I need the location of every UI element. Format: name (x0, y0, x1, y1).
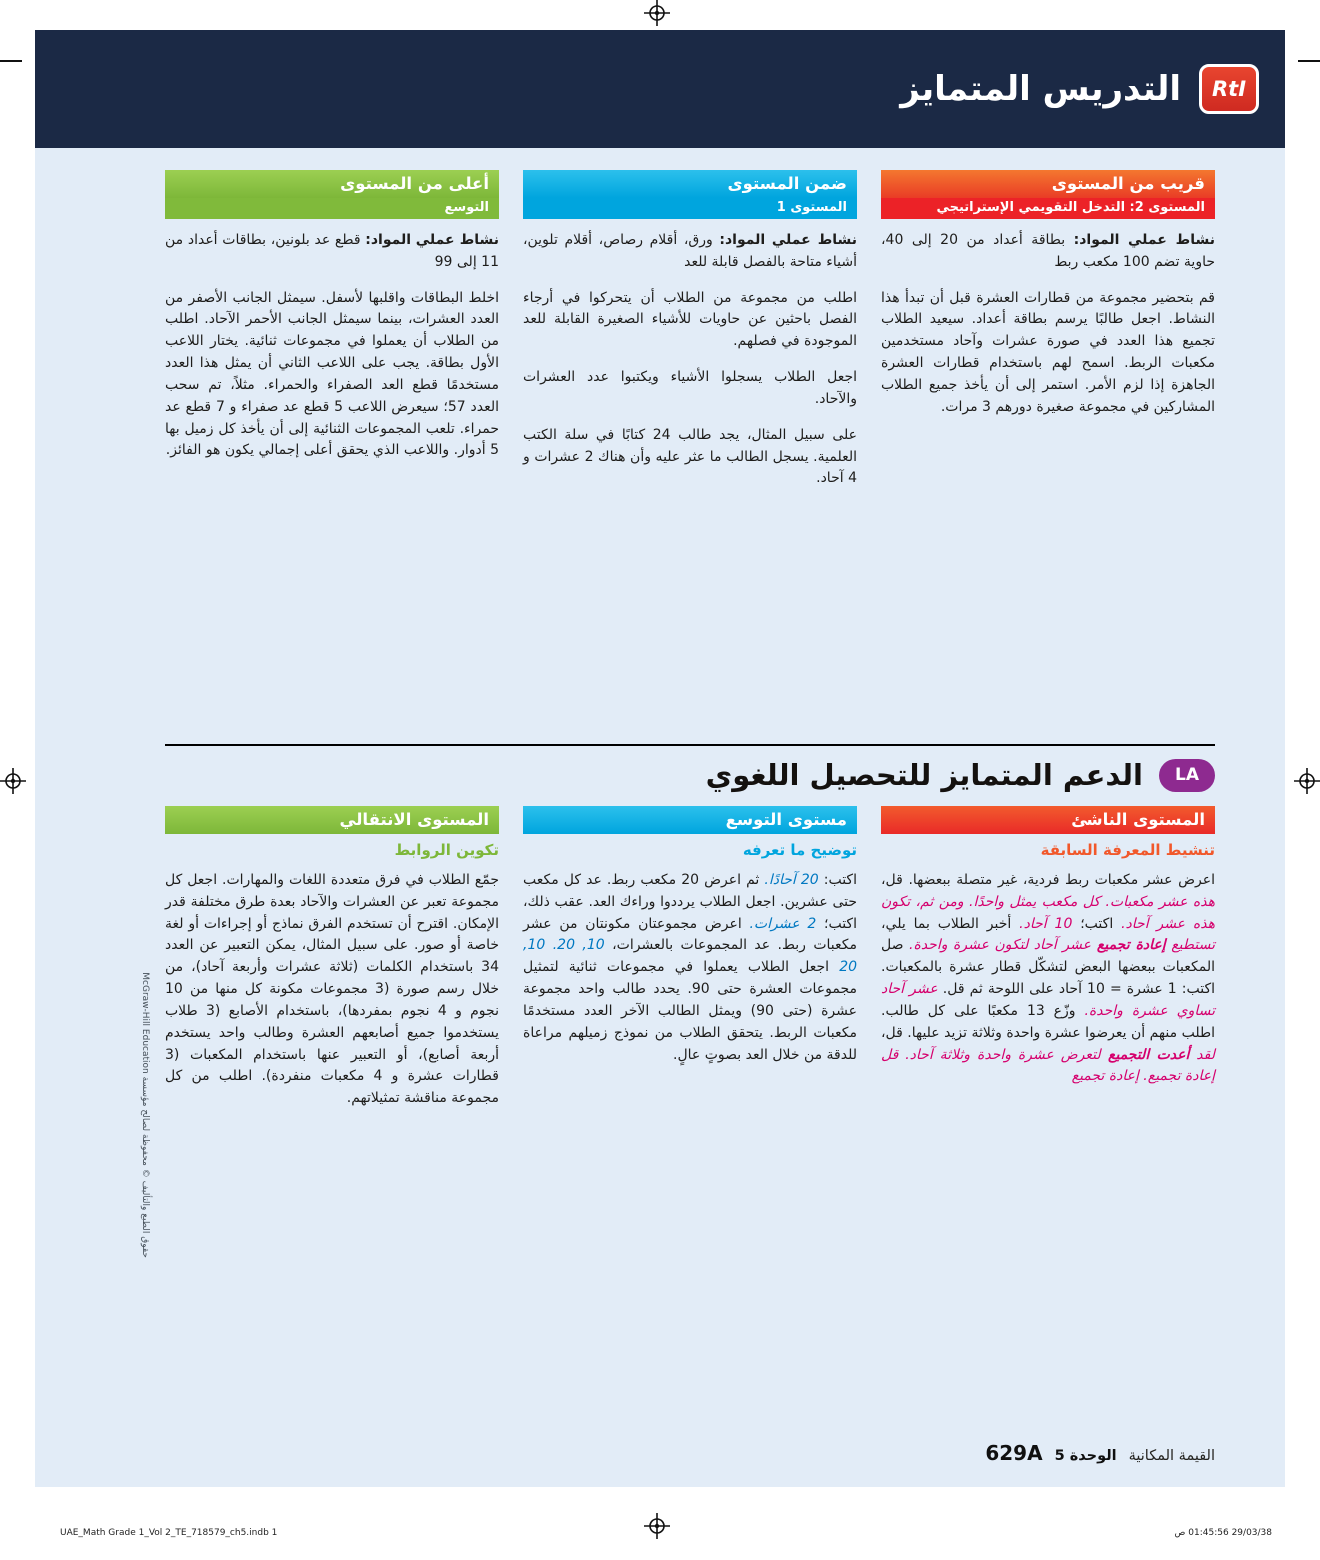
activity-paragraph: اخلط البطاقات واقلبها لأسفل. سيمثل الجانب الأصفر من العدد العشرات، بينما سيمثل الجانب الأحمر الآحاد. اطلب من الطلاب أن يعملوا في مجموعات ثنائية. يختار اللاعب الأول بطاقة. يجب على اللاعب الثاني أن يمثل هذا العدد مستخدمًا قطع العد الصفراء والحمراء. مثلاً، تم سحب العدد 57؛ سيعرض اللاعب 5 قطع عد صفراء و 7 قطع عد حمراء. تلعب المجموعات الثنائية إلى أن يأخذ كل زميل بها 5 أدوار. واللاعب الذي يحقق أعلى إجمالي يكون هو الفائز. (165, 289, 499, 459)
crop-tick (0, 60, 22, 62)
print-timestamp: 29/03/38 01:45:56 ص (1174, 1528, 1272, 1538)
expanding-level-text: اكتب: 20 آحادًا. ثم اعرض 20 مكعب ربط. عد كل مكعب حتى عشرين. اجعل الطلاب يرددوا وراءك العد. عقب ذلك، اكتب؛ 2 عشرات. اعرض مجموعتان مكونتان من عشر مكعبات ربط. عد المجموعات بالعشرات، 10, 20. 10, 20 اجعل الطلاب يعملوا في مجموعات ثنائية لتمثيل مجموعات العشرة حتى 90. يحدد طالب واحد مجموعة عشرة (حتى 90) ويمثل الطالب الآخر العدد مستخدمًا مكعبات الربط. يتحقق الطلاب من نموذج زميلهم مراعاة للدقة من خلال العد بصوتٍ عالٍ. (523, 872, 858, 1063)
on-level-subheader: المستوى 1 (523, 198, 857, 219)
activity-paragraph: على سبيل المثال، يجد طالب 24 كتابًا في سلة الكتب العلمية. يسجل الطالب ما عثر عليه وأن هناك 2 عشرات و 4 آحاد. (523, 426, 857, 487)
ell-section-header (165, 758, 1215, 792)
registration-mark-icon (644, 0, 670, 26)
materials-label: المواد: (719, 232, 766, 248)
on-level-column (523, 170, 857, 728)
copyright-sidebar: حقوق الطبع والتأليف © محفوظة لصالح مؤسسة McGraw-Hill Education (140, 972, 150, 1258)
approaching-level-subheader: المستوى 2: التدخل التقويمي الإستراتيجي (881, 198, 1215, 219)
materials-label: المواد: (1073, 232, 1120, 248)
page-board (35, 30, 1285, 1487)
unit-label: الوحدة 5 (1054, 1448, 1117, 1464)
emerging-level-header: المستوى الناشئ (881, 806, 1215, 834)
unit-title: القيمة المكانية (1128, 1448, 1215, 1464)
ell-columns (165, 806, 1215, 1110)
top-banner (35, 30, 1285, 148)
activity-label: نشاط عملي (1127, 232, 1215, 248)
activity-paragraph: قم بتحضير مجموعة من قطارات العشرة قبل أن تبدأ هذا النشاط. اجعل طالبًا يرسم بطاقة أعداد. سيعيد الطلاب تجميع هذا العدد في صورة عشرات وآحاد مستخدمين مكعبات الربط. اسمح لهم باستخدام قطارات العشرة الجاهزة إذا لزم الأمر. استمر إلى أن يأخذ جميع الطلاب المشاركين في مجموعة صغيرة دورهم 3 مرات. (881, 289, 1215, 415)
bridging-level-column (165, 806, 499, 1110)
expanding-level-column (523, 806, 857, 1110)
print-file-info: UAE_Math Grade 1_Vol 2_TE_718579_ch5.indb 1 (60, 1528, 278, 1538)
registration-mark-icon (644, 1513, 670, 1539)
materials-line (523, 230, 857, 274)
activity-paragraph: اجعل الطلاب يسجلوا الأشياء ويكتبوا عدد العشرات والآحاد. (523, 369, 857, 407)
bridging-level-subtitle: تكوين الروابط (394, 841, 499, 859)
crop-tick (1298, 60, 1320, 62)
emerging-level-text: اعرض عشر مكعبات ربط فردية، غير متصلة ببعضها. قل، هذه عشر مكعبات. كل مكعب يمثل واحدًا. ومن ثم، تكون هذه عشر آحاد. اكتب؛ 10 آحاد. أخبر الطلاب بما يلي، تستطيع إعادة تجميع عشر آحاد لتكون عشرة واحدة. صل المكعبات ببعضها البعض لتشكّل قطار عشرة بالمكعبات. اكتب: 1 عشرة = 10 آحاد على اللوحة ثم قل. عشر آحاد تساوي عشرة واحدة. وزّع 13 مكعبًا على كل طالب. اطلب منهم أن يعرضوا عشرة واحدة وثلاثة تزيد عليها. قل، لقد أعدت التجميع لتعرض عشرة واحدة وثلاثة آحاد. قل إعادة تجميع. إعادة تجميع (881, 872, 1216, 1085)
ell-section-title: الدعم المتمايز للتحصيل اللغوي (705, 758, 1143, 792)
registration-mark-icon (1294, 768, 1320, 794)
rti-columns (165, 170, 1215, 728)
section-divider (165, 744, 1215, 746)
on-level-header: ضمن المستوى (523, 170, 857, 198)
materials-text: قطع عد بلونين، بطاقات أعداد من 11 إلى 99 (165, 232, 499, 270)
bridging-level-header: المستوى الانتقالي (165, 806, 499, 834)
materials-line (881, 230, 1215, 274)
registration-mark-icon (0, 768, 26, 794)
expanding-level-header: مستوى التوسع (523, 806, 857, 834)
emerging-level-subtitle: تنشيط المعرفة السابقة (1040, 841, 1215, 859)
beyond-level-header: أعلى من المستوى (165, 170, 499, 198)
approaching-level-header: قريب من المستوى (881, 170, 1215, 198)
rti-logo-icon: RtI (1199, 64, 1259, 114)
beyond-level-subheader: التوسع (165, 198, 499, 219)
materials-line (165, 230, 499, 274)
expanding-level-subtitle: توضيح ما تعرفه (742, 841, 857, 859)
content-area (35, 148, 1285, 1487)
materials-label: المواد: (365, 232, 412, 248)
activity-label: نشاط عملي (415, 232, 499, 248)
activity-label: نشاط عملي (771, 232, 857, 248)
page-footer (985, 1441, 1215, 1465)
bridging-level-text: جمّع الطلاب في فرق متعددة اللغات والمهارات. اجعل كل مجموعة تعبر عن العشرات والآحاد بعدة طرق مختلفة قدر الإمكان. اقترح أن تستخدم الفرق نماذج أو إجراءات أو لغة خاصة أو صور. على سبيل المثال، يمكن التعبير عن العدد 34 باستخدام الكلمات (ثلاثة عشرات وأربعة آحاد)، من خلال رسم صورة (3 مجموعات مكونة كل منها من 10 نجوم و 4 نجوم بمفردها)، باستخدام الأصابع (3 طلاب يستخدموا جميع أصابعهم العشرة وطالب واحد يستخدم أربعة أصابع)، أو التعبير عنها باستخدام المكعبات (3 قطارات عشرة و 4 مكعبات منفردة). اطلب من كل مجموعة مناقشة تمثيلاتهم. (165, 872, 499, 1107)
page-number: 629A (985, 1441, 1043, 1465)
la-badge: LA (1159, 759, 1215, 792)
page-title: التدريس المتمايز (900, 69, 1181, 109)
materials-text: ورق، أقلام رصاص، أقلام تلوين، أشياء متاحة بالفصل قابلة للعد (523, 232, 857, 270)
materials-text: بطاقة أعداد من 20 إلى 40، حاوية تضم 100 مكعب ربط (881, 232, 1215, 270)
emerging-level-column (881, 806, 1215, 1110)
beyond-level-column (165, 170, 499, 728)
activity-paragraph: اطلب من مجموعة من الطلاب أن يتحركوا في أرجاء الفصل باحثين عن حاويات للأشياء الصغيرة القابلة للعد الموجودة في فصلهم. (523, 289, 857, 350)
approaching-level-column (881, 170, 1215, 728)
